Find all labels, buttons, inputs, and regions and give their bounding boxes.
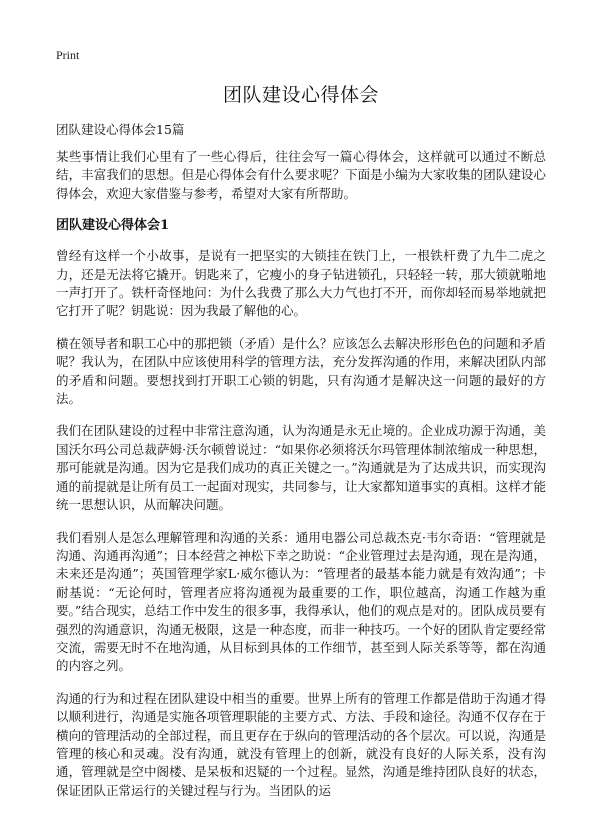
body-paragraph-5: 沟通的行为和过程在团队建设中相当的重要。世界上所有的管理工作都是借助于沟通才得以顺利进行，沟通是实施各项管理职能的主要方式、方法、手段和途径。沟通不仅存在于横向的管理活动的全部过程，而且更存在于纵向的管理活动的各个层次。可以说，沟通是管理的核心和灵魂。没有沟通，就没有管理上的创新，就没有良好的人际关系，没有沟通，管理就是空中阁楼、是呆板和迟疑的一个过程。显然，沟通是维持团队良好的状态，保证团队正常运行的关键过程与行为。当团队的运 — [56, 690, 546, 798]
body-paragraph-2: 横在领导者和职工心中的那把锁（矛盾）是什么？应该怎么去解决形形色色的问题和矛盾呢？我认为，在团队中应该使用科学的管理方法，充分发挥沟通的作用，来解决团队内部的矛盾和问题。要想找到打开职工心锁的钥匙，只有沟通才是解决这一问题的最好的方法。 — [56, 335, 546, 407]
document-subtitle: 团队建设心得体会15篇 — [56, 122, 185, 137]
intro-paragraph: 某些事情让我们心里有了一些心得后，往往会写一篇心得体会，这样就可以通过不断总结，丰富我们的思想。但是心得体会有什么要求呢？下面是小编为大家收集的团队建设心得体会，欢迎大家借鉴与参考，希望对大家有所帮助。 — [56, 149, 546, 201]
section-heading: 团队建设心得体会1 — [56, 218, 170, 234]
body-paragraph-1: 曾经有这样一个小故事，是说有一把坚实的大锁挂在铁门上，一根铁杆费了九牛二虎之力，还是无法将它撬开。钥匙来了，它瘦小的身子钻进锁孔，只轻轻一转，那大锁就啪地一声打开了。铁杆奇怪地问：为什么我费了那么大力气也打不开，而你却轻而易举地就把它打开了呢？钥匙说：因为我最了解他的心。 — [56, 248, 546, 319]
print-link[interactable]: Print — [56, 48, 80, 62]
document-body — [56, 148, 546, 814]
body-paragraph-3: 我们在团队建设的过程中非常注意沟通，认为沟通是永无止境的。企业成功源于沟通，美国沃尔玛公司总裁萨姆·沃尔顿曾说过：“如果你必须将沃尔玛管理体制浓缩成一种思想，那可能就是沟通。因为它是我们成功的真正关键之一。”沟通就是为了达成共识，而实现沟通的前提就是让所有员工一起面对现实，共同参与，让大家都知道事实的真相。这样才能统一思想认识，从而解决问题。 — [56, 423, 546, 513]
document-title: 团队建设心得体会 — [222, 84, 379, 106]
body-paragraph-4: 我们看别人是怎么理解管理和沟通的关系：通用电器公司总裁杰克·韦尔奇语：“管理就是沟通、沟通再沟通”；日本经营之神松下幸之助说：“企业管理过去是沟通，现在是沟通，未来还是沟通”；英国管理学家L·威尔德认为：“管理者的最基本能力就是有效沟通”；卡耐基说：“无论何时，管理者应将沟通视为最重要的工作，职位越高，沟通工作越为重要。”结合现实，总结工作中发生的很多事，我得承认，他们的观点是对的。团队成员要有强烈的沟通意识，沟通无极限，这是一种态度，而非一种技巧。一个好的团队肯定要经常交流，需要无时不在地沟通，从目标到具体的工作细节，甚至到人际关系等等，都在沟通的内容之列。 — [56, 529, 546, 674]
